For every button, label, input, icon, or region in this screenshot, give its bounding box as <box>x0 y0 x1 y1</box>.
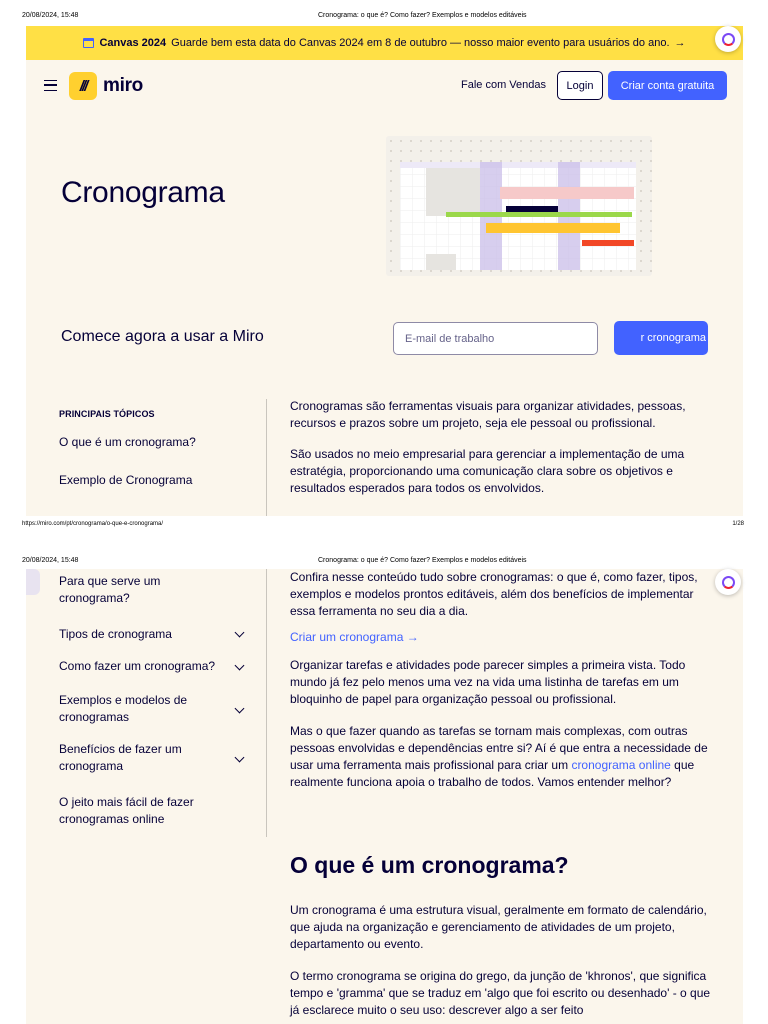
toc-item-what-is[interactable]: O que é um cronograma? <box>59 435 196 449</box>
page-title: Cronograma <box>61 176 225 209</box>
chevron-down-icon[interactable] <box>235 661 245 671</box>
print-url: https://miro.com/pt/cronograma/o-que-e-cronograma/ <box>22 521 164 527</box>
print-datetime: 20/08/2024, 15:48 <box>22 12 79 19</box>
create-schedule-link[interactable]: Criar um cronograma → <box>290 630 419 644</box>
online-schedule-link[interactable]: cronograma online <box>571 758 671 772</box>
headset-icon <box>722 576 735 589</box>
page-1 <box>26 26 743 516</box>
print-doc-title: Cronograma: o que é? Como fazer? Exemplos e modelos editáveis <box>318 12 527 19</box>
toc-item-purpose[interactable]: Para que serve um cronograma? <box>59 574 161 605</box>
signup-button[interactable]: Criar conta gratuita <box>608 71 727 100</box>
section-heading: O que é um cronograma? <box>290 852 569 878</box>
cta-heading: Comece agora a usar a Miro <box>61 328 264 345</box>
side-tab[interactable] <box>26 569 40 595</box>
print-header <box>0 0 768 19</box>
create-schedule-button[interactable]: r cronograma <box>614 321 708 355</box>
banner-strong: Canvas 2024 <box>99 37 167 49</box>
toc-item-benefits[interactable]: Benefícios de fazer um cronograma <box>59 742 182 773</box>
toc-heading: PRINCIPAIS TÓPICOS <box>59 409 155 419</box>
support-chat-button-2[interactable] <box>715 569 741 595</box>
calendar-grid <box>400 162 636 270</box>
paragraph-5-b: que realmente funciona apoia o trabalho de todos. Vamos entender melhor? <box>290 758 695 789</box>
print-datetime-2: 20/08/2024, 15:48 <box>22 557 79 564</box>
miro-logo-text: miro <box>103 75 143 96</box>
paragraph-7: O termo cronograma se origina do grego, da junção de 'khronos', que significa tempo e 'gramma' que se traduz em 'algo que foi escrito ou desenhado' - o que já esclarece muito o seu uso: descrever algo a ser feito <box>290 969 711 1017</box>
print-page-number: 1/28 <box>732 521 744 527</box>
toc-item-how-to[interactable]: Como fazer um cronograma? <box>59 659 216 673</box>
contact-sales-link[interactable]: Fale com Vendas <box>461 79 546 91</box>
toc-divider <box>266 399 267 516</box>
arrow-right-icon: → <box>674 37 686 49</box>
print-doc-title-2: Cronograma: o que é? Como fazer? Exemplos e modelos editáveis <box>318 557 527 564</box>
toc-item-example[interactable]: Exemplo de Cronograma <box>59 473 193 487</box>
top-nav <box>26 68 743 104</box>
miro-logo[interactable] <box>69 72 143 100</box>
print-header-2 <box>0 545 768 564</box>
toc-item-examples[interactable]: Exemplos e modelos de cronogramas <box>59 693 188 724</box>
headset-icon <box>722 33 735 46</box>
email-field[interactable]: E-mail de trabalho <box>393 322 598 355</box>
paragraph-6: Um cronograma é uma estrutura visual, geralmente em formato de calendário, que ajuda na organização e gerenciamento de atividades de um projeto, departamento ou evento. <box>290 903 707 951</box>
chevron-down-icon[interactable] <box>235 704 245 714</box>
toc-item-types[interactable]: Tipos de cronograma <box>59 627 172 641</box>
timeline-illustration <box>386 136 652 276</box>
paragraph-5 <box>290 723 720 791</box>
support-chat-button[interactable] <box>715 26 741 52</box>
paragraph-5-a: Mas o que fazer quando as tarefas se tornam mais complexas, com outras pessoas envolvidas e dependências entre si? Aí é que entra a necessidade de usar uma ferramenta mais profissional para criar um <box>290 724 708 772</box>
chevron-down-icon[interactable] <box>235 753 245 763</box>
banner-text: Guarde bem esta data do Canvas 2024 em 8 de outubro — nosso maior evento para usuários do ano. <box>171 37 670 49</box>
calendar-icon <box>83 38 94 48</box>
toc-divider-2 <box>266 569 267 837</box>
miro-logo-mark: /// <box>69 72 97 100</box>
toc-item-easiest[interactable]: O jeito mais fácil de fazer cronogramas online <box>59 795 194 826</box>
page-2 <box>26 569 743 1024</box>
announcement-banner[interactable] <box>26 26 743 60</box>
menu-icon[interactable] <box>44 80 57 91</box>
chevron-down-icon[interactable] <box>235 628 245 638</box>
intro-paragraph-2: São usados no meio empresarial para gerenciar a implementação de uma estratégia, proporcionando uma comunicação clara sobre os objetivos e resultados esperados para todos os envolvidos. <box>290 447 685 495</box>
intro-paragraph-3: Confira nesse conteúdo tudo sobre cronogramas: o que é, como fazer, tipos, exemplos e modelos prontos editáveis, além dos benefícios de implementar essa ferramenta no seu dia a dia. <box>290 570 698 618</box>
intro-paragraph-1: Cronogramas são ferramentas visuais para organizar atividades, pessoas, recursos e prazos sobre um projeto, seja ele pessoal ou profissional. <box>290 399 686 430</box>
paragraph-4: Organizar tarefas e atividades pode parecer simples a primeira vista. Todo mundo já fez pelo menos uma vez na vida uma listinha de tarefas em um bloquinho de papel para organização pessoal ou profissional. <box>290 658 686 706</box>
login-button[interactable]: Login <box>557 71 603 100</box>
